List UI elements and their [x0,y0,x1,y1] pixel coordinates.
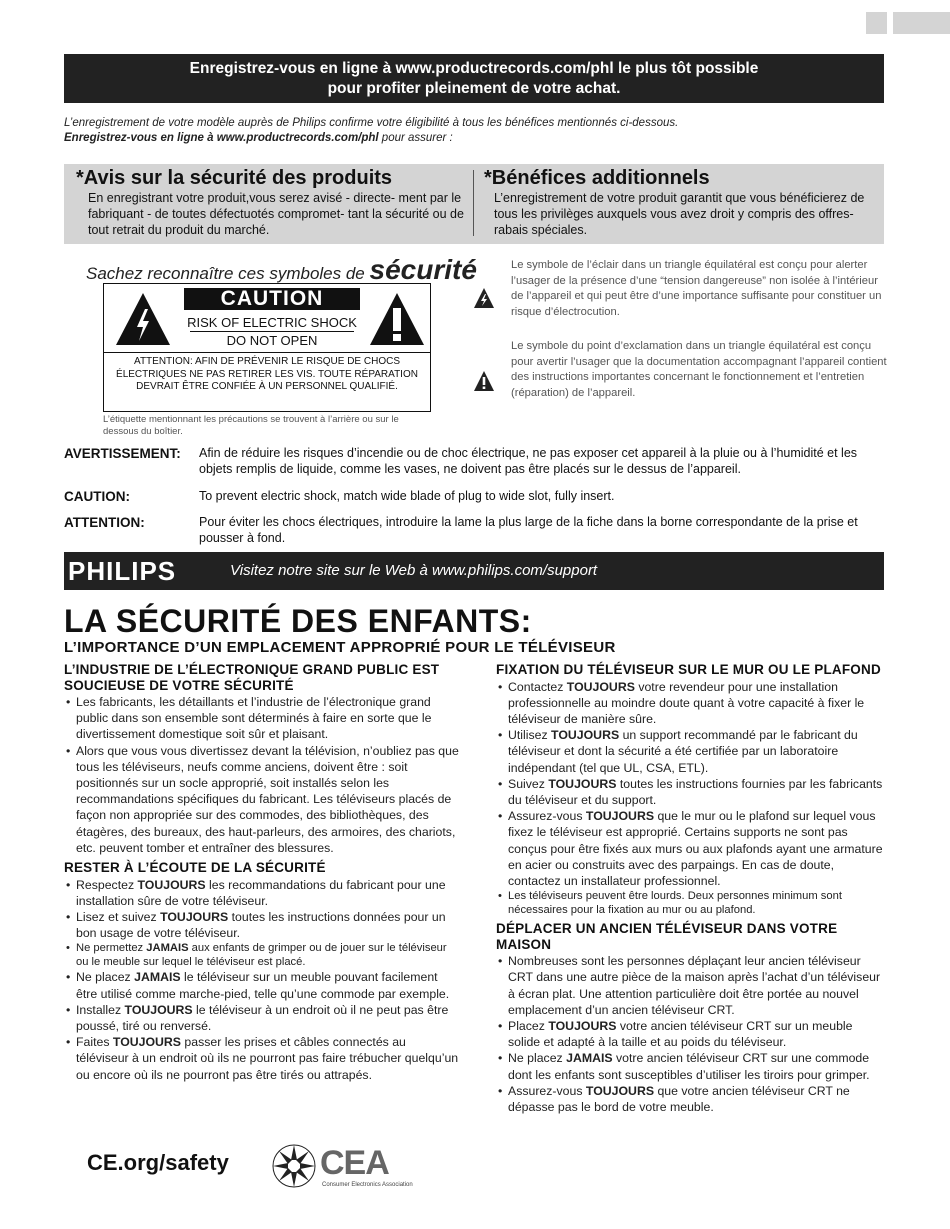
item-keyword: TOUJOURS [160,909,229,924]
list-item [496,776,886,808]
product-safety-text: En enregistrant votre produit,vous serez avisé - directe- ment par le fabriquant - de toutes défectuotés compromet- tant la sécurité ou de tout retrait du produit du marché. [88,191,464,237]
stay-tuned-list [64,877,460,1083]
list-item [64,941,460,969]
risk-line: RISK OF ELECTRIC SHOCK [187,315,357,330]
item-text: le téléviseur à un endroit où il ne peut pas être poussé, tiré ou renversé. [76,1002,449,1033]
registration-line-2: pour profiter pleinement de votre achat. [327,79,621,97]
list-item [64,969,460,1001]
item-text: Ne placez [508,1051,567,1066]
list-item [496,727,886,776]
list-item [496,1018,886,1050]
item-text: Utilisez [508,728,552,743]
exclamation-triangle-icon [473,370,495,392]
intro-line-1: L’enregistrement de votre modèle auprès de Philips confirme votre éligibilité à tous les bénéfices mentionnés ci-dessous. [64,117,679,129]
item-text: votre revendeur pour une installation professionnelle au moindre doute quant à votre capacité à fixer le téléviseur de manière sûre. [508,679,865,726]
item-keyword: TOUJOURS [585,1083,655,1098]
caution-label [103,283,431,412]
warning-text: Pour éviter les chocs électriques, introduire la lame la plus large de la fiche dans la borne correspondante de la prise et pousser à fond. [199,515,858,545]
item-text: votre ancien téléviseur CRT sur une commode dont les enfants sont susceptibles d’utiliser les tiroirs pour grimper. [508,1051,870,1082]
item-text: passer les prises et câbles connectés au téléviseur à un endroit où ils ne pourront pas faire trébucher quelqu’un ou encore où ils ne pourront pas être tirés ou attrapés. [76,1035,459,1082]
label-divider [104,352,430,353]
moving-tv-list [496,953,886,1115]
item-keyword: TOUJOURS [566,679,635,694]
item-text: que le mur ou le plafond sur lequel vous fixez le téléviseur est approprié. Certains supports ne sont pas conçus pour être fixés aux murs ou aux plafonds ayant une armature en acier ou construits avec des parpaings. En cas de doute, contactez un installateur professionnel. [508,809,883,888]
child-safety-title: LA SÉCURITÉ DES ENFANTS: [64,603,532,639]
stay-tuned-heading: RESTER À L’ÉCOUTE DE LA SÉCURITÉ [64,860,326,876]
item-text: Lisez et suivez [76,909,161,924]
intro-register-link[interactable]: Enregistrez-vous en ligne à www.productrecords.com/phl [64,132,379,144]
item-keyword: JAMAIS [134,970,181,985]
label-caption: L’étiquette mentionnant les précautions se trouvent à l’arrière ou sur le dessous du boîtier. [103,414,399,437]
product-safety-title: *Avis sur la sécurité des produits [76,167,393,189]
item-text: Ne placez [76,970,135,985]
philips-logo: PHILIPS [68,556,177,586]
item-keyword: TOUJOURS [112,1035,182,1050]
benefits-box [64,164,884,244]
label-attention-text: ATTENTION: AFIN DE PRÉVENIR LE RISQUE DE CHOCS ÉLECTRIQUES NE PAS RETIRER LES VIS. TOUTE RÉPARATION DEVRAIT ÊTRE CONFIÉE À UN PERSONNEL QUALIFIÉ. [116,356,418,392]
additional-benefits-text: L’enregistrement de votre produit garantit que vous bénéficierez de tous les privilèges auxquels vous avez droit y compris des offres-rabais spéciales. [494,191,865,237]
child-safety-subtitle: L’IMPORTANCE D’UN EMPLACEMENT APPROPRIÉ POUR LE TÉLÉVISEUR [64,639,616,656]
item-text: Contactez [508,679,567,694]
item-keyword: TOUJOURS [551,728,620,743]
item-keyword: JAMAIS [146,942,189,955]
exclamation-warning-icon [368,291,426,347]
intro-line-2 [64,131,894,146]
cea-logo-subtext: Consumer Electronics Association [322,1182,413,1188]
moving-tv-heading: DÉPLACER UN ANCIEN TÉLÉVISEUR DANS VOTRE MAISON [496,921,838,952]
wall-mount-list [496,679,886,918]
industry-heading: L’INDUSTRIE DE L’ÉLECTRONIQUE GRAND PUBLIC EST SOUCIEUSE DE VOTRE SÉCURITÉ [64,662,440,693]
item-keyword: TOUJOURS [137,877,206,892]
item-text: Installez [76,1002,125,1017]
item-text: toutes les instructions fournies par les fabricants du téléviseur et du support. [508,776,883,807]
warning-text: To prevent electric shock, match wide blade of plug to wide slot, fully insert. [199,489,615,503]
cea-logo-text: CEA [320,1144,389,1182]
item-text: les recommandations du fabricant pour une installation sûre de votre téléviseur. [76,877,446,908]
product-safety-notice [76,166,466,238]
registration-line-1: Enregistrez-vous en ligne à www.productrecords.com/phl le plus tôt possible [189,59,759,77]
philips-support-bar [64,552,884,590]
list-item [496,1050,886,1082]
warning-label: AVERTISSEMENT: [64,446,181,461]
registration-banner [64,54,884,103]
exclamation-explanation: Le symbole du point d’exclamation dans un triangle équilatéral est conçu pour avertir l’usager que la documentation accompagnant l’appareil contient des instructions importantes concernant le fonctionnement et l’entretien (réparation) de l’appareil. [511,340,887,399]
warning-row-attention [64,515,894,549]
item-keyword: TOUJOURS [585,809,655,824]
philips-support-link[interactable]: Visitez notre site sur le Web à www.philips.com/support [230,562,598,579]
item-text: Suivez [508,776,549,791]
do-not-open-line: DO NOT OPEN [226,333,318,348]
item-text: Respectez [76,877,138,892]
item-text: Assurez-vous [508,1083,586,1098]
item-keyword: TOUJOURS [548,776,617,791]
item-text: Faites [76,1035,113,1050]
right-column [496,662,886,1117]
item-text: votre ancien téléviseur CRT sur un meuble solide et adapté à la taille et au poids du téléviseur. [508,1018,853,1050]
additional-benefits [484,166,874,238]
item-text: Ne permettez [76,942,147,955]
item-keyword: JAMAIS [566,1051,613,1066]
page-tab-marker [866,12,887,34]
list-item: • Nombreuses sont les personnes déplaçant leur ancien téléviseur CRT dans une autre pièce de la maison après l’achat d’un téléviseur à écran plat. Une attention particulière doit être portée au nouvel emplacement d’un ancien téléviseur CRT. [496,953,886,1018]
warning-label: CAUTION: [64,489,130,504]
list-item [64,909,460,941]
item-text: toutes les instructions données pour un bon usage de votre téléviseur. [76,909,446,941]
item-text: le téléviseur sur un meuble pouvant facilement être utilisé comme marche-pied, telle qu’une commode par exemple. [76,970,450,1001]
warning-text: Afin de réduire les risques d’incendie ou de choc électrique, ne pas exposer cet appareil à la pluie ou à l’humidité et les objets remplis de liquide, comme les vases, ne doivent pas être placés sur le dessus de l’appareil. [199,446,858,476]
item-text: que votre ancien téléviseur CRT ne dépasse pas le bord de votre meuble. [508,1083,850,1114]
item-keyword: TOUJOURS [124,1002,193,1017]
item-text: aux enfants de grimper ou de jouer sur le téléviseur ou le meuble sur lequel le téléviseur est placé. [76,942,447,969]
intro-line-2-rest: pour assurer : [378,132,453,144]
warning-row-caution [64,489,894,507]
list-item [64,877,460,909]
symbols-heading-prefix: Sachez reconnaître ces symboles de [86,264,365,283]
symbols-heading [86,254,477,286]
list-item [64,1034,460,1083]
caution-title: CAUTION [184,288,360,310]
industry-list [64,694,460,856]
lightning-explanation: Le symbole de l’éclair dans un triangle équilatéral est conçu pour alerter l’usager de la présence d’une “tension dangereuse” non isolée à l’intérieur de l’appareil et qui peut être d’une importance suffisante pour constituer un risque d’électrocution. [511,259,882,318]
registration-intro [64,116,894,146]
item-keyword: TOUJOURS [548,1018,617,1033]
warning-row-avertissement [64,446,894,480]
lightning-warning-icon [114,291,172,347]
symbols-heading-word: sécurité [369,254,477,285]
wall-mount-heading: FIXATION DU TÉLÉVISEUR SUR LE MUR OU LE PLAFOND [496,662,881,677]
lightning-triangle-icon [473,287,495,309]
list-item [64,1002,460,1034]
additional-benefits-title: *Bénéfices additionnels [484,167,710,189]
item-text: Assurez-vous [508,809,586,824]
benefits-divider [473,170,474,236]
item-text: Placez [508,1018,549,1033]
page-tab-marker-wide [893,12,950,34]
list-item [496,679,886,728]
risk-text [180,314,364,349]
left-column [64,662,460,1085]
warning-label: ATTENTION: [64,515,145,530]
list-item: • Alors que vous vous divertissez devant la télévision, n’oubliez pas que tous les téléviseurs, neufs comme anciens, doivent être : soit positionnés sur un socle approprié, soit installés selon les recommandations spécifiques du fabricant. Les téléviseurs placés de façon non appropriée sur des commodes, des bibliothèques, des étagères, des bureaux, des haut-parleurs, des armoires, des chariots, etc. peuvent tomber et entraîner des blessures. [64,743,460,856]
list-item: • Les fabricants, les détaillants et l’industrie de l’électronique grand public dans son ensemble sont déterminés à faire en sorte que le divertissement domestique soit sûr et plaisant. [64,694,460,743]
list-item [496,1083,886,1115]
ce-safety-link[interactable]: CE.org/safety [87,1150,229,1175]
item-text: un support recommandé par le fabricant du téléviseur et dont la sécurité a été certifiée par un laboratoire indépendant (tel que UL, CSA, ETL). [508,728,858,775]
cea-logo [270,1143,413,1191]
list-item: • Les téléviseurs peuvent être lourds. Deux personnes minimum sont nécessaires pour la fixation au mur ou au plafond. [496,889,886,917]
list-item [496,808,886,889]
